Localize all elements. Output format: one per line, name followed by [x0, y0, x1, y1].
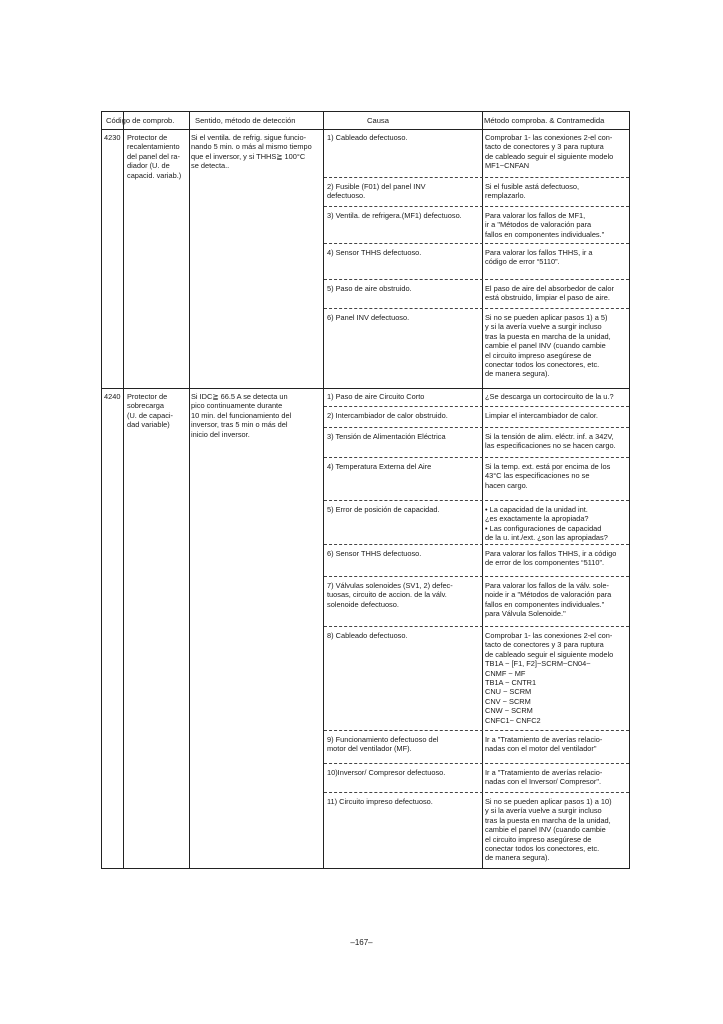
fault-name [127, 133, 189, 180]
row-divider [324, 576, 629, 577]
countermeasure-text-line: de cableado seguir el siguiente modelo [485, 151, 614, 161]
countermeasure-text-line: hacen cargo. [485, 480, 528, 490]
cause-text-line: 6) Panel INV defectuoso. [327, 313, 410, 322]
countermeasure-text-line: ¿es exactamente la apropiada? [485, 514, 589, 524]
countermeasure-text-line: código de error “5110”. [485, 257, 560, 267]
countermeasure-text-line: MF1~CNFAN [485, 161, 530, 171]
countermeasure-text-line: Si no se pueden aplicar pasos 1) a 10) [485, 797, 612, 806]
column-divider [189, 112, 190, 868]
cause-text-line: 6) Sensor THHS defectuoso. [327, 549, 422, 558]
header-detection: Sentido, método de detección [195, 116, 296, 125]
countermeasure-text-line: de error de los componentes “5110”. [485, 558, 605, 568]
countermeasure-text [485, 248, 631, 267]
countermeasure-text-line: remplazarlo. [485, 191, 526, 201]
row-divider [324, 792, 629, 793]
column-divider [482, 112, 483, 868]
row-divider [324, 279, 629, 280]
countermeasure-text-line: TB1A ~ [F1, F2]~SCRM~CN04~ [485, 659, 591, 669]
countermeasure-text-line: Comprobar 1- las conexiones 2-el con- [485, 133, 613, 142]
cause-text [327, 284, 482, 293]
detection-method-line: inicio del inversor. [191, 429, 250, 439]
countermeasure-text [485, 182, 631, 201]
row-divider [324, 308, 629, 309]
fault-name-line: recalentamiento [127, 142, 180, 152]
countermeasure-text-line: CNV ~ SCRM [485, 696, 531, 706]
row-divider [324, 730, 629, 731]
countermeasure-text-line: CNU ~ SCRM [485, 687, 532, 697]
countermeasure-text-line: • La capacidad de la unidad int. [485, 505, 588, 514]
cause-text [327, 313, 482, 322]
cause-text [327, 735, 482, 754]
countermeasure-text-line: nadas con el motor del ventilador" [485, 744, 597, 754]
cause-text-line: 9) Funcionamiento defectuoso del [327, 735, 439, 744]
countermeasure-text-line: Si el fusible astá defectuoso, [485, 182, 580, 191]
cause-text-line: 11) Circuito impreso defectuoso. [327, 797, 433, 806]
countermeasure-text-line: noide ir a "Métodos de valoración para [485, 590, 612, 600]
cause-text [327, 505, 482, 514]
cause-text-line: 4) Temperatura Externa del Aire [327, 462, 432, 471]
countermeasure-text-line: CNFC1~ CNFC2 [485, 715, 541, 725]
cause-text [327, 797, 482, 806]
countermeasure-text [485, 284, 631, 303]
row-divider [324, 427, 629, 428]
cause-text [327, 392, 482, 401]
error-code: 4240 [104, 392, 121, 401]
fault-name-line: Protector de [127, 133, 168, 142]
countermeasure-text [485, 462, 631, 490]
fault-name-line: sobrecarga [127, 401, 164, 411]
cause-text-line: 2) Fusible (F01) del panel INV [327, 182, 426, 191]
fault-name-line: (U. de capaci- [127, 410, 174, 420]
cause-text-line: 3) Ventila. de refrigera.(MF1) defectuoso. [327, 211, 462, 220]
countermeasure-text-line: el circuito impreso asegúrese de [485, 834, 592, 844]
countermeasure-text-line: 43°C las especificaciones no se [485, 471, 590, 481]
cause-text [327, 248, 482, 257]
countermeasure-text-line: CNMF ~ MF [485, 668, 526, 678]
cause-text [327, 182, 482, 201]
countermeasure-text-line: el circuito impreso asegúrese de [485, 350, 592, 360]
row-divider [324, 626, 629, 627]
countermeasure-text [485, 768, 631, 787]
row-divider [324, 206, 629, 207]
cause-text [327, 133, 482, 142]
fault-name-line: Protector de [127, 392, 168, 401]
row-divider [324, 500, 629, 501]
detection-method-line: Si el ventila. de refrig. sigue funcio- [191, 133, 307, 142]
detection-method [191, 133, 323, 171]
row-divider [324, 177, 629, 178]
countermeasure-text-line: Para valorar los fallos de la válv. sole- [485, 581, 609, 590]
row-divider [324, 457, 629, 458]
countermeasure-text-line: Si la tensión de alim. eléctr. inf. a 342V, [485, 432, 614, 441]
detection-method-line: que el inversor, y si THHS≧ 100°C [191, 151, 306, 161]
countermeasure-text-line: para Válvula Solenoide." [485, 609, 566, 619]
countermeasure-text-line: Para valorar los fallos THHS, ir a [485, 248, 593, 257]
countermeasure-text-line: • Las configuraciones de capacidad [485, 523, 602, 533]
fault-name [127, 392, 189, 430]
cause-text [327, 432, 482, 441]
cause-text-line: 5) Error de posición de capacidad. [327, 505, 440, 514]
cause-text [327, 462, 482, 471]
countermeasure-text-line: Si la temp. ext. está por encima de los [485, 462, 611, 471]
cause-text-line: 7) Válvulas solenoides (SV1, 2) defec- [327, 581, 453, 590]
cause-text-line: defectuoso. [327, 191, 366, 201]
countermeasure-text-line: las especificaciones no se hacen cargo. [485, 441, 616, 451]
cause-text-line: 1) Cableado defectuoso. [327, 133, 408, 142]
countermeasure-text-line: CNW ~ SCRM [485, 706, 533, 716]
countermeasure-text [485, 133, 631, 171]
countermeasure-text-line: ir a "Métodos de valoración para [485, 220, 592, 230]
countermeasure-text-line: de manera segura). [485, 853, 550, 863]
cause-text-line: 4) Sensor THHS defectuoso. [327, 248, 422, 257]
cause-text-line: 3) Tensión de Alimentación Eléctrica [327, 432, 446, 441]
cause-text [327, 768, 482, 777]
countermeasure-text-line: tras la puesta en marcha de la unidad, [485, 815, 611, 825]
fault-name-line: del panel del ra- [127, 151, 181, 161]
countermeasure-text-line: Limpiar el intercambiador de calor. [485, 411, 598, 420]
fault-name-line: capacid. variab.) [127, 170, 182, 180]
countermeasure-text-line: y si la avería vuelve a surgir incluso [485, 806, 602, 816]
header-cause: Causa [367, 116, 389, 125]
cause-text-line: tuosas, circuito de accion. de la válv. [327, 590, 447, 600]
countermeasure-text-line: de cableado seguir el siguiente modelo [485, 649, 614, 659]
cause-text [327, 211, 482, 220]
detection-method-line: nando 5 min. o más al mismo tiempo [191, 142, 312, 152]
row-divider [324, 763, 629, 764]
detection-method-line: inversor, tras 5 min o más del [191, 420, 288, 430]
cause-text-line: solenoide defectuoso. [327, 599, 399, 609]
cause-text-line: 1) Paso de aire Circuito Corto [327, 392, 425, 401]
countermeasure-text-line: Ir a "Tratamiento de averías relacio- [485, 735, 603, 744]
countermeasure-text-line: está obstruido, limpiar el paso de aire. [485, 293, 610, 303]
countermeasure-text [485, 392, 631, 401]
cause-text-line: motor del ventilador (MF). [327, 744, 412, 754]
cause-text-line: 2) Intercambiador de calor obstruido. [327, 411, 448, 420]
detection-method-line: 10 min. del funcionamiento del [191, 410, 292, 420]
cause-text-line: 10)Inversor/ Compresor defectuoso. [327, 768, 446, 777]
countermeasure-text-line: cambie el panel INV (cuando cambie [485, 341, 606, 351]
countermeasure-text [485, 432, 631, 451]
cause-text [327, 581, 482, 609]
error-code: 4230 [104, 133, 121, 142]
countermeasure-text-line: Si no se pueden aplicar pasos 1) a 5) [485, 313, 608, 322]
countermeasure-text-line: nadas con el Inversor/ Compresor". [485, 777, 601, 787]
row-divider [324, 544, 629, 545]
header-method: Método comproba. & Contramedida [484, 116, 605, 125]
cause-text [327, 631, 482, 640]
countermeasure-text-line: TB1A ~ CNTR1 [485, 678, 537, 688]
countermeasure-text-line: conectar todos los conectores, etc. [485, 360, 600, 370]
row-divider [324, 243, 629, 244]
countermeasure-text [485, 581, 631, 619]
countermeasure-text-line: fallos en componentes individuales." [485, 599, 605, 609]
countermeasure-text-line: Ir a "Tratamiento de averías relacio- [485, 768, 603, 777]
countermeasure-text [485, 505, 631, 543]
countermeasure-text [485, 797, 631, 863]
countermeasure-text-line: y si la avería vuelve a surgir incluso [485, 322, 602, 332]
page-number: –167– [350, 938, 373, 947]
detection-method-line: Si IDC≧ 66.5 A se detecta un [191, 392, 288, 401]
countermeasure-text-line: El paso de aire del absorbedor de calor [485, 284, 615, 293]
detection-method-line: se detecta.. [191, 161, 230, 171]
countermeasure-text-line: conectar todos los conectores, etc. [485, 844, 600, 854]
troubleshooting-table [101, 111, 630, 869]
cause-text-line: 8) Cableado defectuoso. [327, 631, 408, 640]
countermeasure-text-line: Para valorar los fallos THHS, ir a código [485, 549, 617, 558]
countermeasure-text-line: tras la puesta en marcha de la unidad, [485, 331, 611, 341]
countermeasure-text [485, 411, 631, 420]
countermeasure-text-line: fallos en componentes individuales." [485, 229, 605, 239]
countermeasure-text [485, 313, 631, 379]
fault-name-line: diador (U. de [127, 161, 170, 171]
detection-method-line: pico continuamente durante [191, 401, 283, 411]
countermeasure-text-line: Para valorar los fallos de MF1, [485, 211, 586, 220]
countermeasure-text [485, 735, 631, 754]
header-code: Código de comprob. [106, 116, 175, 125]
countermeasure-text [485, 631, 631, 725]
fault-name-line: dad variable) [127, 420, 170, 430]
cause-text [327, 549, 482, 558]
countermeasure-text-line: tacto de conectores y 3 para ruptura [485, 142, 604, 152]
countermeasure-text [485, 211, 631, 239]
countermeasure-text-line: de la u. int./ext. ¿son las apropiadas? [485, 533, 608, 543]
countermeasure-text-line: tacto de conectores y 3 para ruptura [485, 640, 604, 650]
section-divider [102, 388, 629, 389]
cause-text-line: 5) Paso de aire obstruido. [327, 284, 412, 293]
countermeasure-text-line: cambie el panel INV (cuando cambie [485, 825, 606, 835]
countermeasure-text [485, 549, 631, 568]
countermeasure-text-line: de manera segura). [485, 369, 550, 379]
row-divider [324, 406, 629, 407]
countermeasure-text-line: ¿Se descarga un cortocircuito de la u.? [485, 392, 614, 401]
detection-method [191, 392, 323, 439]
header-divider [102, 129, 629, 130]
column-divider [123, 112, 124, 868]
column-divider [323, 112, 324, 868]
cause-text [327, 411, 482, 420]
countermeasure-text-line: Comprobar 1- las conexiones 2-el con- [485, 631, 613, 640]
